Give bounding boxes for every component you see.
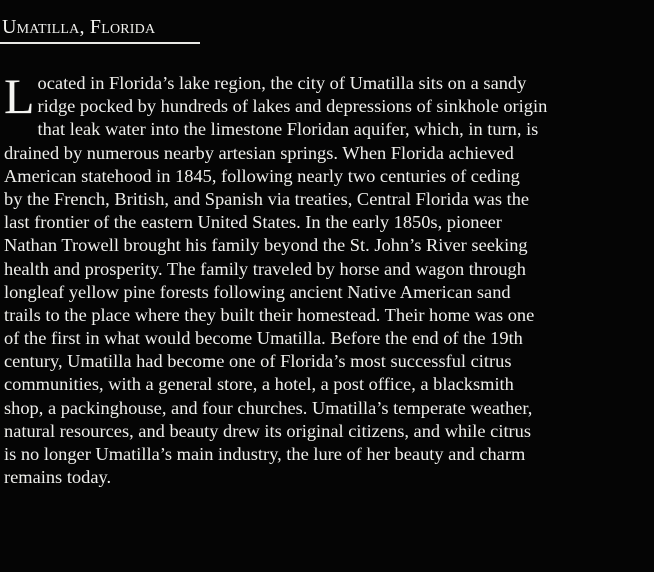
title-underline — [0, 42, 200, 44]
text-line: American statehood in 1845, following nearly two centuries of ceding — [4, 165, 520, 186]
text-line: last frontier of the eastern United States. In the early 1850s, pioneer — [4, 212, 502, 233]
text-line: ocated in Florida’s lake region, the city of Umatilla sits on a sandy — [37, 73, 527, 93]
drop-cap: L — [4, 68, 35, 124]
text-line: natural resources, and beauty drew its original citizens, and while citrus — [4, 420, 532, 441]
text-line: remains today. — [4, 467, 112, 488]
text-line: by the French, British, and Spanish via treaties, Central Florida was the — [4, 188, 530, 209]
text-line: is no longer Umatilla’s main industry, the lure of her beauty and charm — [4, 444, 526, 464]
text-line: communities, with a general store, a hotel, a post office, a blacksmith — [4, 374, 514, 395]
text-line: shop, a packinghouse, and four churches. Umatilla’s temperate weather, — [4, 397, 533, 418]
text-line: Nathan Trowell brought his family beyond the St. John’s River seeking — [4, 235, 528, 256]
text-line: that leak water into the limestone Floridan aquifer, which, in turn, is — [37, 119, 539, 140]
text-line: longleaf yellow pine forests following ancient Native American sand — [4, 281, 511, 302]
text-line: drained by numerous nearby artesian springs. When Florida achieved — [4, 142, 514, 163]
title-block — [0, 14, 200, 44]
text-line: of the first in what would become Umatilla. Before the end of the 19th — [4, 328, 523, 349]
text-line: century, Umatilla had become one of Florida’s most successful citrus — [4, 351, 512, 372]
body-paragraph — [4, 68, 649, 489]
text-line: trails to the place where they built their homestead. Their home was one — [4, 304, 535, 325]
text-line: ridge pocked by hundreds of lakes and depressions of sinkhole origin — [37, 96, 548, 117]
text-line: health and prosperity. The family traveled by horse and wagon through — [4, 258, 526, 279]
page-title: Umatilla, Florida — [2, 16, 156, 38]
